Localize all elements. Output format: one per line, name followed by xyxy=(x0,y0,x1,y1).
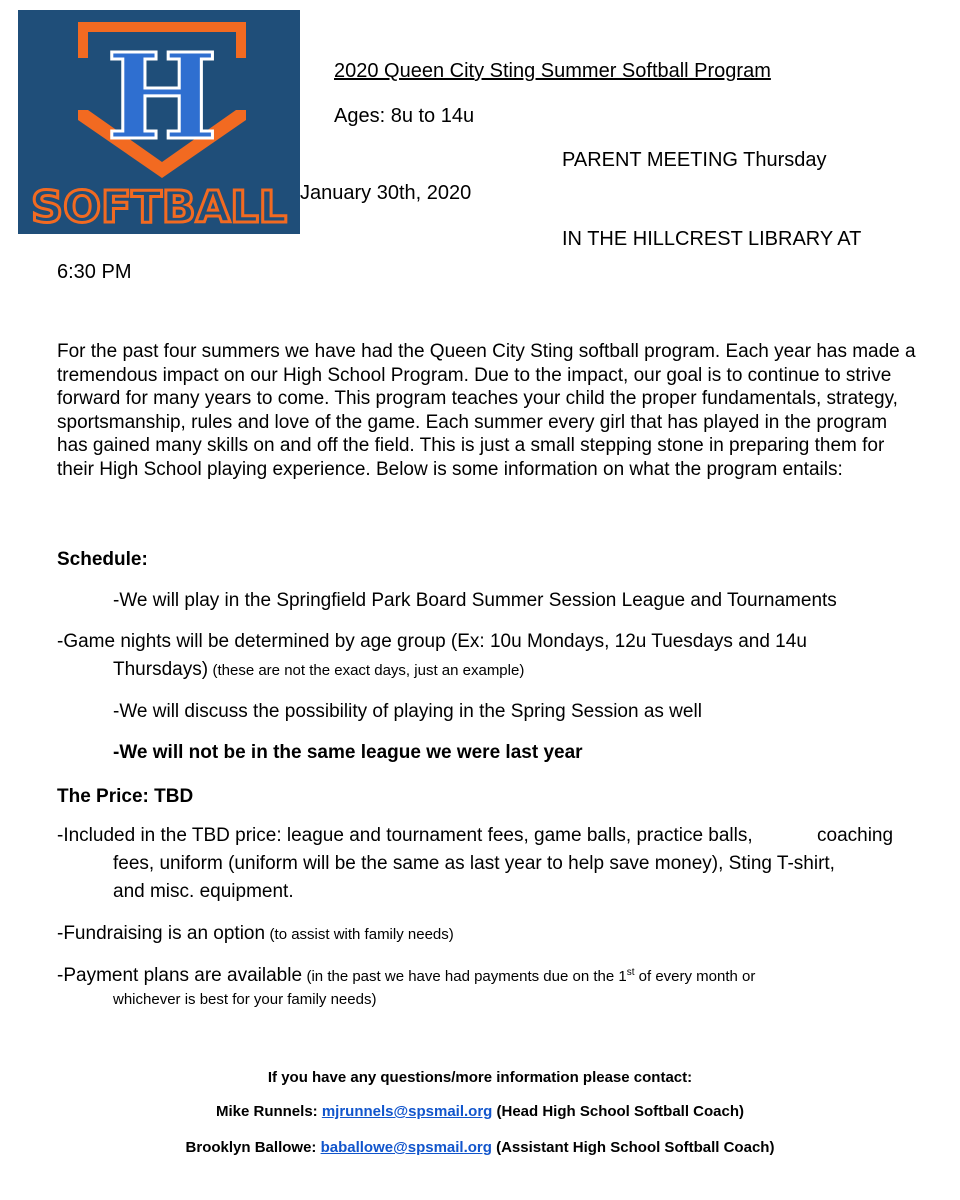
fundraising-text: -Fundraising is an option xyxy=(57,923,266,944)
payment-note-start: (in the past we have had payments due on the 1 xyxy=(306,968,627,985)
schedule-item: -We will play in the Springfield Park Board Summer Session League and Tournaments xyxy=(113,590,837,611)
contact-name: Mike Runnels: xyxy=(215,1103,322,1120)
schedule-item: -Game nights will be determined by age group (Ex: 10u Mondays, 12u Tuesdays and 14u xyxy=(57,631,807,652)
payment-note-line-2: whichever is best for your family needs) xyxy=(113,991,377,1008)
location-line-2: 6:30 PM xyxy=(57,261,132,283)
schedule-heading: Schedule: xyxy=(57,549,148,570)
price-included-line: coaching xyxy=(817,825,894,846)
payment-line xyxy=(57,965,755,987)
payment-text: -Payment plans are available xyxy=(57,965,303,986)
contact-role: (Assistant High School Softball Coach) xyxy=(491,1139,775,1156)
schedule-item-text: Thursdays) xyxy=(113,659,209,680)
payment-note-sup: st xyxy=(626,967,635,978)
payment-note xyxy=(306,968,755,985)
contact-intro: If you have any questions/more information please contact: xyxy=(267,1069,693,1086)
logo-word: SOFTBALL xyxy=(31,182,287,233)
price-heading: The Price: TBD xyxy=(57,786,194,807)
email-link[interactable]: mjrunnels@spsmail.org xyxy=(321,1103,493,1120)
payment-note-end: of every month or xyxy=(634,968,756,985)
logo-letter: H xyxy=(106,27,218,166)
contact-role: (Head High School Softball Coach) xyxy=(492,1103,745,1120)
schedule-item: -We will discuss the possibility of playing in the Spring Session as well xyxy=(113,701,702,722)
price-included-line: -Included in the TBD price: league and tournament fees, game balls, practice balls, xyxy=(57,825,753,846)
price-included-line: and misc. equipment. xyxy=(113,881,294,902)
fundraising-line xyxy=(57,923,454,945)
contact-name: Brooklyn Ballowe: xyxy=(185,1139,321,1156)
contact-person-2 xyxy=(0,1139,960,1156)
meeting-line-1: PARENT MEETING Thursday xyxy=(562,149,827,171)
email-link[interactable]: baballowe@spsmail.org xyxy=(320,1139,492,1156)
schedule-item-bold: -We will not be in the same league we were last year xyxy=(113,742,583,763)
price-included-line: fees, uniform (uniform will be the same as last year to help save money), Sting T-shirt, xyxy=(113,853,835,874)
contact-person-1 xyxy=(0,1103,960,1120)
schedule-item-note: (these are not the exact days, just an example) xyxy=(212,662,525,679)
page-title: 2020 Queen City Sting Summer Softball Program xyxy=(334,60,771,82)
intro-paragraph: For the past four summers we have had the Queen City Sting softball program. Each year has made a tremendous impact on our High School Program. Due to the impact, our goal is to continue to strive forward for many years to come. This program teaches your child the proper fundamentals, strategy, sportsmanship, rules and love of the game. Each summer every girl that has played in the program has gained many skills on and off the field. This is just a small stepping stone in preparing them for their High School playing experience. Below is some information on what the program entails: xyxy=(57,341,916,480)
meeting-line-2: January 30th, 2020 xyxy=(300,182,472,204)
location-line-1: IN THE HILLCREST LIBRARY AT xyxy=(562,228,862,250)
fundraising-note: (to assist with family needs) xyxy=(269,926,454,943)
hillcrest-softball-logo xyxy=(18,10,300,234)
ages-line: Ages: 8u to 14u xyxy=(334,105,475,127)
schedule-item-continued xyxy=(113,659,524,681)
